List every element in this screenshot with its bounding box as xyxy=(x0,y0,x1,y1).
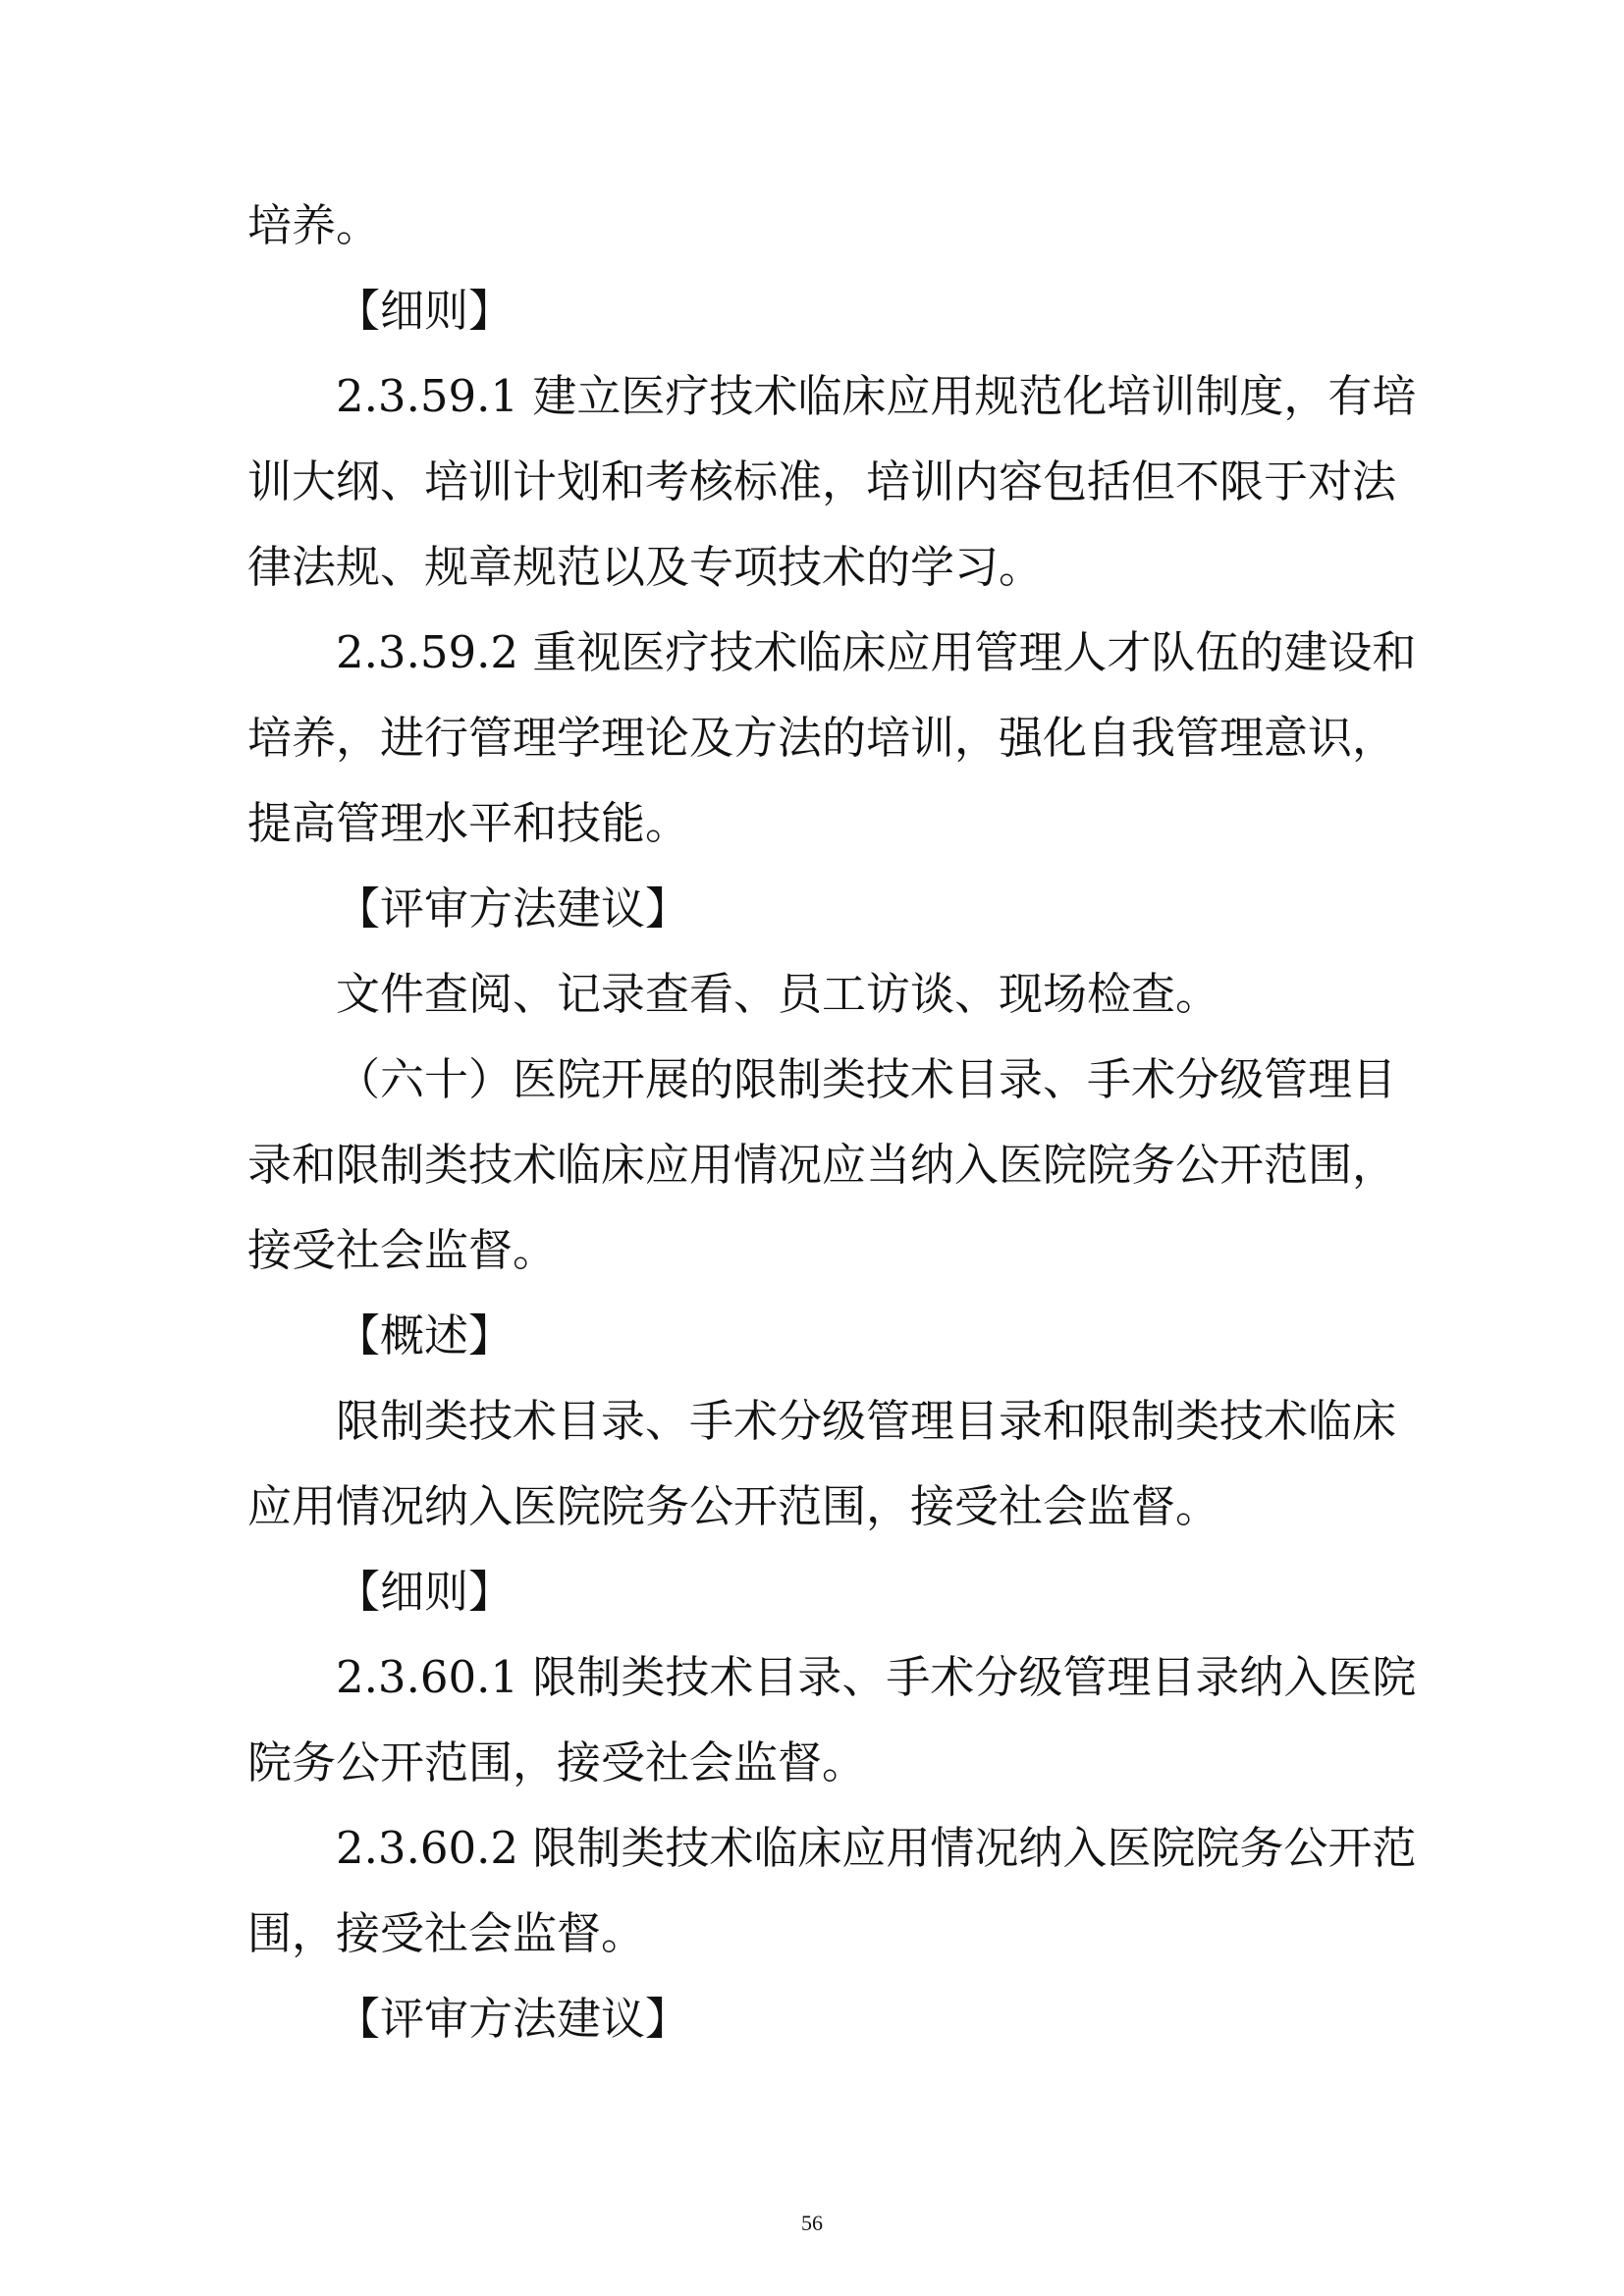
paragraph-line: 2.3.59.1 建立医疗技术临床应用规范化培训制度，有培 xyxy=(336,370,1417,422)
paragraph-line: （六十）医院开展的限制类技术目录、手术分级管理目 xyxy=(336,1053,1397,1105)
paragraph-line: 应用情况纳入医院院务公开范围，接受社会监督。 xyxy=(247,1480,1220,1532)
paragraph-line: 录和限制类技术临床应用情况应当纳入医院院务公开范围， xyxy=(247,1139,1397,1191)
paragraph-line: 文件查阅、记录查看、员工访谈、现场检查。 xyxy=(336,968,1220,1020)
paragraph-line: 2.3.60.2 限制类技术临床应用情况纳入医院院务公开范 xyxy=(336,1822,1417,1874)
paragraph-line: 提高管理水平和技能。 xyxy=(247,797,690,849)
paragraph-line: 2.3.59.2 重视医疗技术临床应用管理人才队伍的建设和 xyxy=(336,626,1417,678)
paragraph-line: 限制类技术目录、手术分级管理目录和限制类技术临床 xyxy=(336,1395,1397,1447)
paragraph-line: 律法规、规章规范以及专项技术的学习。 xyxy=(247,541,1044,593)
document-body xyxy=(247,183,1417,2061)
section-heading-review-methods: 【评审方法建议】 xyxy=(336,1993,690,2045)
section-heading-overview: 【概述】 xyxy=(336,1309,514,1362)
section-heading-review-methods: 【评审方法建议】 xyxy=(336,882,690,934)
paragraph-line: 2.3.60.1 限制类技术目录、手术分级管理目录纳入医院 xyxy=(336,1651,1417,1703)
paragraph-line: 培养。 xyxy=(247,199,381,251)
page-number: 56 xyxy=(801,2211,823,2235)
section-heading-details: 【细则】 xyxy=(336,285,514,337)
paragraph-line: 接受社会监督。 xyxy=(247,1224,558,1276)
paragraph-line: 院务公开范围，接受社会监督。 xyxy=(247,1736,867,1789)
paragraph-line: 围，接受社会监督。 xyxy=(247,1907,646,1959)
section-heading-details: 【细则】 xyxy=(336,1566,514,1618)
paragraph-line: 训大纲、培训计划和考核标准，培训内容包括但不限于对法 xyxy=(247,455,1397,507)
paragraph-line: 培养，进行管理学理论及方法的培训，强化自我管理意识， xyxy=(247,712,1397,764)
